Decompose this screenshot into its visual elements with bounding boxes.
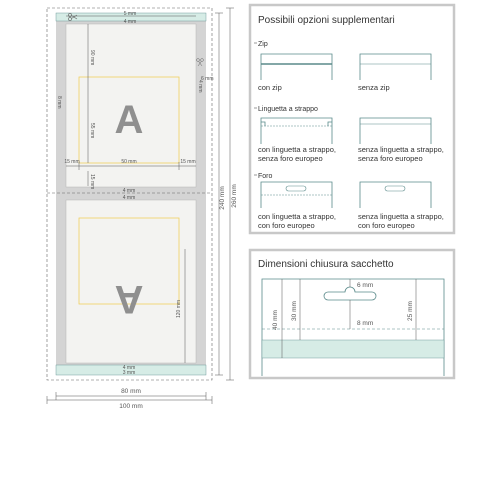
zip-without-label: senza zip	[358, 83, 390, 92]
dim-15-left: 15 mm	[64, 159, 80, 165]
hole-heading: Foro	[258, 173, 273, 180]
dim-6: 6 mm	[201, 76, 214, 82]
dim-top-5: 5 mm	[123, 11, 137, 17]
hole-without-label-1: senza linguetta a strappo,	[358, 212, 444, 221]
tear-with-label-1: con linguetta a strappo,	[258, 145, 336, 154]
dim-50: 50 mm	[121, 159, 137, 165]
dim-mid-4a: 4 mm	[122, 188, 136, 194]
dim-bottom-4: 4 mm	[122, 365, 136, 371]
options-title: Possibili opzioni supplementari	[258, 15, 395, 26]
closure-dim-40: 40 mm	[272, 310, 279, 330]
dim-bottom-3: 3 mm	[122, 370, 136, 376]
dim-120: 120 mm	[176, 299, 182, 318]
closure-dim-30: 30 mm	[291, 301, 298, 321]
dim-260: 260 mm	[231, 184, 238, 208]
tear-without-label-2: senza foro europeo	[358, 154, 423, 163]
dim-100: 100 mm	[119, 403, 143, 410]
zip-with-label: con zip	[258, 83, 282, 92]
closure-dim-8: 8 mm	[357, 320, 374, 327]
options-panel	[250, 5, 454, 233]
hole-with-label-1: con linguetta a strappo,	[258, 212, 336, 221]
dim-mid-4b: 4 mm	[122, 195, 136, 201]
closure-title: Dimensioni chiusura sacchetto	[258, 259, 394, 270]
dim-top-4: 4 mm	[123, 19, 137, 25]
front-letter: A	[114, 98, 144, 142]
back-letter: A	[114, 277, 144, 321]
closure-seal-strip	[262, 340, 444, 358]
hole-without-label-2: con foro europeo	[358, 221, 415, 230]
bag-template	[47, 8, 238, 410]
dim-8: 8 mm	[56, 96, 62, 109]
dim-15-right: 15 mm	[180, 159, 196, 165]
dim-90: 90 mm	[89, 50, 95, 66]
dim-55: 55 mm	[89, 123, 95, 139]
closure-dim-6: 6 mm	[357, 282, 374, 289]
zip-heading: Zip	[258, 41, 268, 48]
closure-dim-25: 25 mm	[407, 301, 414, 321]
closure-panel	[250, 250, 454, 378]
tear-heading: Linguetta a strappo	[258, 106, 318, 113]
hole-with-label-2: con foro europeo	[258, 221, 315, 230]
tear-without-label-1: senza linguetta a strappo,	[358, 145, 444, 154]
dim-240: 240 mm	[219, 186, 226, 210]
tear-with-label-2: senza foro europeo	[258, 154, 323, 163]
dim-80: 80 mm	[121, 388, 141, 395]
dim-side-4: 4 mm	[197, 80, 203, 93]
options-panel-frame	[250, 5, 454, 233]
dim-mid-vertical: 15 mm	[89, 174, 95, 190]
